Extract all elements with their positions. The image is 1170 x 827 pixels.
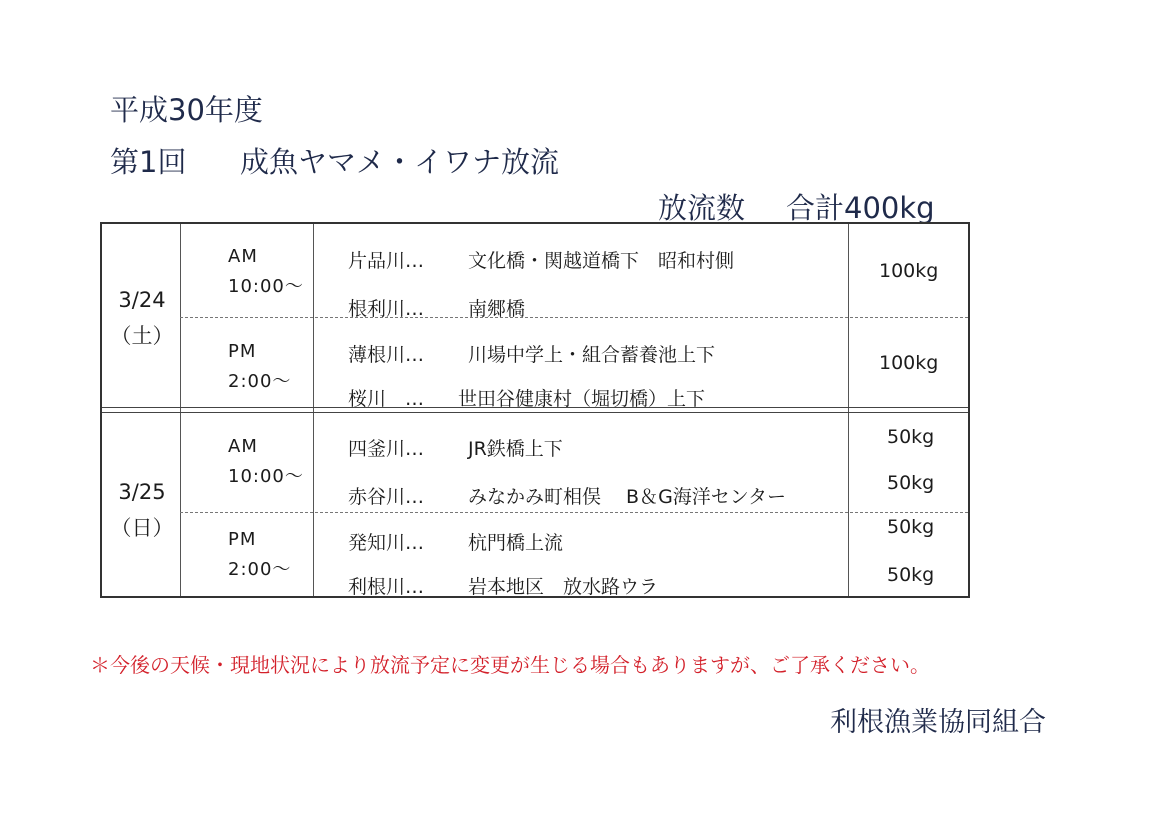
fiscal-year: 平成30年度 [110, 93, 263, 127]
release-amount: 100kg [879, 352, 939, 374]
release-location: 岩本地区 放水路ウラ [468, 576, 659, 598]
release-total [658, 186, 935, 227]
day-weekday: （土） [110, 324, 174, 348]
day-divider [102, 412, 968, 413]
release-location: 川場中学上・組合蓄養池上下 [468, 344, 716, 366]
release-total-value: 合計400kg [786, 191, 935, 225]
day-weekday: （日） [110, 516, 174, 540]
session-time: 10:00～ [228, 276, 304, 297]
river-name: 根利川… [348, 298, 425, 320]
session-divider [180, 512, 968, 513]
session-time: 10:00～ [228, 466, 304, 487]
release-location: 杭門橋上流 [468, 532, 564, 554]
river-name: 薄根川… [348, 344, 425, 366]
session-period: PM [228, 341, 257, 362]
release-location: みなかみ町相俣 B＆G海洋センター [468, 486, 787, 508]
release-amount: 100kg [879, 260, 939, 282]
session-period: AM [228, 436, 258, 457]
release-amount: 50kg [887, 516, 935, 538]
river-name: 桜川 … [348, 388, 425, 410]
river-name: 赤谷川… [348, 486, 425, 508]
release-location: JR鉄橋上下 [468, 438, 563, 460]
day-date: 3/25 [118, 480, 166, 504]
session-period: PM [228, 529, 257, 550]
session-time: 2:00～ [228, 371, 292, 392]
col-divider [313, 224, 314, 596]
day-date: 3/24 [118, 288, 166, 312]
document-title [110, 140, 559, 181]
schedule-change-notice: ＊今後の天候・現地状況により放流予定に変更が生じる場合もありますが、ご了承ください。 [90, 653, 930, 677]
release-location: 南郷橋 [468, 298, 526, 320]
release-amount: 50kg [887, 472, 935, 494]
release-total-label: 放流数 [658, 191, 746, 225]
river-name: 発知川… [348, 532, 425, 554]
schedule-table [100, 222, 970, 598]
release-location: 文化橋・関越道橋下 昭和村側 [468, 250, 735, 272]
col-divider [848, 224, 849, 596]
organization-name: 利根漁業協同組合 [830, 707, 1046, 738]
river-name: 四釜川… [348, 438, 425, 460]
release-amount: 50kg [887, 426, 935, 448]
release-amount: 50kg [887, 564, 935, 586]
session-period: AM [228, 246, 258, 267]
river-name: 利根川… [348, 576, 425, 598]
session-divider [180, 317, 968, 318]
river-name: 片品川… [348, 250, 425, 272]
session-time: 2:00～ [228, 559, 292, 580]
round-label: 第1回 [110, 145, 187, 179]
event-title: 成魚ヤマメ・イワナ放流 [240, 145, 560, 179]
release-location: 世田谷健康村（堀切橋）上下 [458, 388, 706, 410]
